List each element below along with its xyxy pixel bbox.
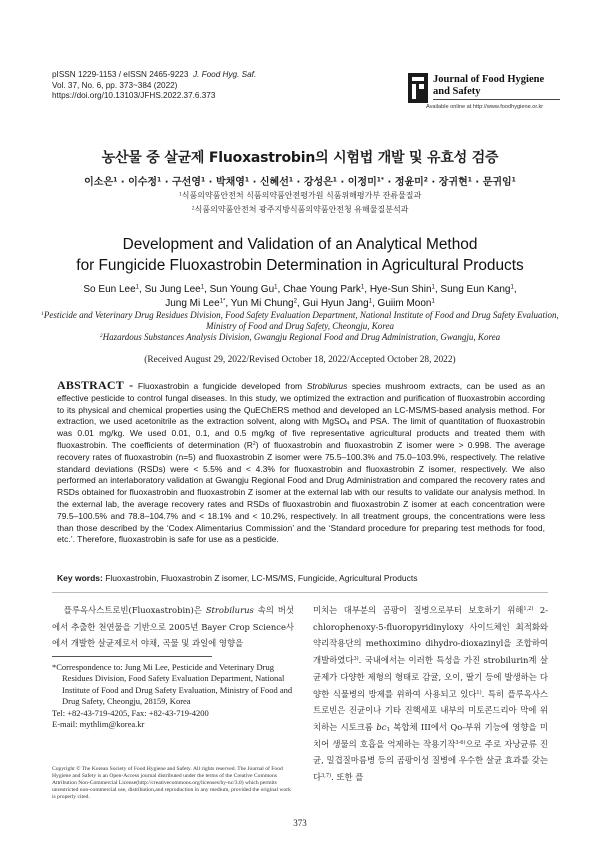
english-affiliation-2: $^2$Hazardous Substances Analysis Division, Gwangju Regional Food and Drug Administration, Gwangju, Korea: [99, 332, 501, 343]
issn: pISSN 1229-1153 / eISSN 2465-9223: [52, 70, 189, 79]
english-author: Jung Mi Lee$^{1*}$: [165, 298, 226, 309]
korean-author: 구선영$^1$: [172, 176, 206, 188]
correspondence-tel: Tel: +82-43-719-4205, Fax: +82-43-719-4200: [52, 707, 209, 718]
english-author: Yun Mi Chung$^2$: [230, 298, 297, 309]
english-authors-line1: So Eun Lee$^1$, Su Jung Lee$^1$, Sun Young Gu$^1$, Chae Young Park$^1$, Hye-Sun Shin$^1$, Sung Eun Kang$^1$,: [83, 284, 517, 295]
korean-author: 이정미$^{1*}$: [347, 176, 385, 188]
keywords-label: Key words:: [57, 573, 103, 583]
abstract-label: ABSTRACT -: [57, 378, 134, 392]
korean-affiliation-2: $^2$식품의약품안전처 광주지방식품의약품안전청 유해물질분석과: [191, 205, 409, 214]
correspondence: [52, 662, 296, 730]
korean-author: 이소은$^1$: [84, 176, 118, 188]
journal-logo: [408, 73, 559, 105]
korean-authors: 이소은$^1$ · 이수정$^1$ · 구선영$^1$ · 박채영$^1$ · 신혜선$^1$ · 강성은$^1$ · 이정미$^{1*}$ · 정윤미$^2$ · 장귀현$^1$ · 문귀임$^1$: [84, 176, 516, 188]
logo-title-line2: and Safety: [433, 85, 481, 97]
body-left-column: 플루옥사스트로빈(Fluoxastrobin)은 Strobilurus 속의 버섯에서 추출한 천연물을 기반으로 2005년 Bayer Crop Science사에서 개발한 살균제로서 야채, 곡물 및 과일에 영향을: [52, 605, 294, 649]
keywords: [57, 573, 545, 583]
english-title-line1: Development and Validation of an Analytical Method: [122, 236, 478, 253]
english-author: Sun Young Gu$^1$: [209, 284, 278, 295]
korean-author: 신혜선$^1$: [259, 176, 294, 188]
korean-author: 문귀임$^1$: [482, 176, 516, 188]
logo-title-line1: Journal of Food Hygiene: [433, 74, 545, 85]
page-number: 373: [293, 818, 307, 828]
english-title-line2: for Fungicide Fluoxastrobin Determination in Agricultural Products: [76, 257, 524, 274]
korean-author: 강성은$^1$: [303, 176, 337, 188]
korean-author: 이수정$^1$: [128, 176, 162, 188]
journal-header: [52, 70, 256, 102]
journal-logo-icon: [408, 73, 428, 103]
korean-author: 박채영$^1$: [215, 176, 250, 188]
keywords-text: Fluoxastrobin, Fluoxastrobin Z isomer, LC-MS/MS, Fungicide, Agricultural Products: [105, 573, 418, 583]
english-authors: [60, 283, 540, 311]
english-author: Chae Young Park$^1$: [283, 284, 365, 295]
doi-link[interactable]: https://doi.org/10.13103/JFHS.2022.37.6.373: [52, 91, 216, 100]
logo-divider: [433, 99, 560, 100]
english-author: So Eun Lee$^1$: [83, 284, 139, 295]
abstract: ABSTRACT - Fluoxastrobin a fungicide developed from Strobilurus species mushroom extracts, can be used as an effective pesticide to control fungal diseases. In this study, we optimized the extraction and purification of fluoxastrobin according to its physical and chemical properties using the QuEChERS method and developed an LC-MS/MS-based analysis method. For extraction, we used acetonitrile as the extraction solvent, along with MgSO$_4$ and PSA. The limit of quantitation of fluoxastrobin was 0.01 mg/kg. We used 0.01, 0.1, and 0.5 mg/kg of five representative agricultural products and treated them with fluoxastrobin. The coefficients of determination $(R^2)$ of fluoxastrobin and fluoxastrobin Z isomer were > 0.998. The average recovery rates of fluoxastrobin (n=5) and fluoxastrobin Z isomer were 75.5–100.3% and 75.0–103.9%, respectively. The relative standard deviations (RSDs) were < 5.5% and < 4.3% for fluoxastrobin and fluoxastrobin Z isomer, respectively. We also performed an interlaboratory validation at Gwangju Regional Food and Drug Administration and compared the recovery rates and RSDs obtained for fluoxastrobin and fluoxastrobin Z isomer at the external lab with our results to validate our analysis method. In the external lab, the average recovery rates and RSDs of fluoxastrobin and fluoxastrobin Z isomer at each concentration were 79.5–100.5% and 78.8–104.7% and < 18.1% and < 10.2%, respectively. In all treatment groups, the concentrations were less than those described by the ‘Codex Alimentarius Commission’ and the ‘Standard procedure for preparing test methods for food, etc.’. Therefore, fluoxastrobin is safe for use as a pesticide.: [57, 378, 545, 545]
english-affiliations: [32, 310, 568, 344]
english-author: Sung Eun Kang$^1$: [440, 284, 514, 295]
volume-line: Vol. 37, No. 6, pp. 373~384 (2022): [52, 80, 178, 90]
english-author: Gui Hyun Jang$^1$: [302, 298, 372, 309]
korean-author: 장귀현$^1$: [438, 176, 472, 188]
english-affiliation-1: $^1$Pesticide and Veterinary Drug Residues Division, Food Safety Evaluation Department, National Institute of Food and Drug Safety Evaluation, Ministry of Food and Drug Safety, Cheongju, Korea: [41, 310, 559, 332]
english-title: [0, 234, 600, 276]
correspondence-address: *Correspondence to: Jung Mi Lee, Pesticide and Veterinary Drug Residues Division, Food Safety Evaluation Department, National Institute of Food and Drug Safety Evaluation, Ministry of Food and Drug Safety, Cheongju, 28159, Korea: [52, 662, 293, 707]
korean-affiliation-1: $^1$식품의약품안전처 식품의약품안전평가원 식품위해평가부 잔류물질과: [178, 191, 422, 200]
journal-url[interactable]: Available online at http://www.foodhygiene.or.kr: [426, 104, 544, 110]
received-dates: (Received August 29, 2022/Revised October 18, 2022/Accepted October 28, 2022): [144, 355, 456, 365]
korean-title: 농산물 중 살균제 Fluoxastrobin의 시험법 개발 및 유효성 검증: [101, 150, 499, 166]
korean-author: 정윤미$^2$: [394, 176, 428, 188]
english-author: Guiim Moon$^1$: [377, 298, 435, 309]
english-authors-line2: Jung Mi Lee$^{1*}$, Yun Mi Chung$^2$, Gui Hyun Jang$^1$, Guiim Moon$^1$: [165, 298, 435, 309]
correspondence-email[interactable]: E-mail: mythlim@korea.kr: [52, 719, 145, 730]
footnote-rule: [52, 656, 212, 657]
journal-abbr: J. Food Hyg. Saf.: [192, 70, 257, 79]
english-author: Su Jung Lee$^1$: [144, 284, 205, 295]
section-divider: [52, 592, 548, 593]
body-right-column: 미치는 대부분의 곰팡이 질병으로부터 보호하기 위해$^{1,2)}$ 2-chlorophenoxy-5-fluoropyridinyloxy 사이드체인 최적화와 약리작용단의 methoximino dihydro-dioxazinyl을 조합하여 개발하였다$^{3)}$. 국내에서는 이러한 특성을 가진 strobilurin계 살균제가 다양한 제형의 형태로 감귤, 오이, 딸기 등에 발생하는 다양한 식물병의 방제를 위하여 사용되고 있다$^{1)}$. 특히 플루옥사스트로빈은 진균이나 기타 진핵세포 내부의 미토콘드리아 막에 위치하는 시토크롬 $bc_1$ 복합체 III에서 Qo-부위 기능에 영향을 미치어 생물의 호흡을 억제하는 작용기작$^{3-6)}$으로 주로 자낭균류 진균, 밀겹질마름병 등의 곰팡이성 질병에 우수한 살균 효과를 갖는다$^{3,7)}$. 또한 플: [313, 605, 549, 783]
english-author: Hye-Sun Shin$^1$: [369, 284, 435, 295]
copyright-notice: Copyright © The Korean Society of Food Hygiene and Safety. All rights reserved. The Journal of Food Hygiene and Safety is an Open-Access journal distributed under the terms of the Creative Commons Attribution Non-Commercial License(http://creativecommons.org/licenses/by-nc/3.0) which permits unrestricted non-commercial use, distribution,and reproduction in any medium, provided the original work is properly cited.: [52, 766, 291, 800]
